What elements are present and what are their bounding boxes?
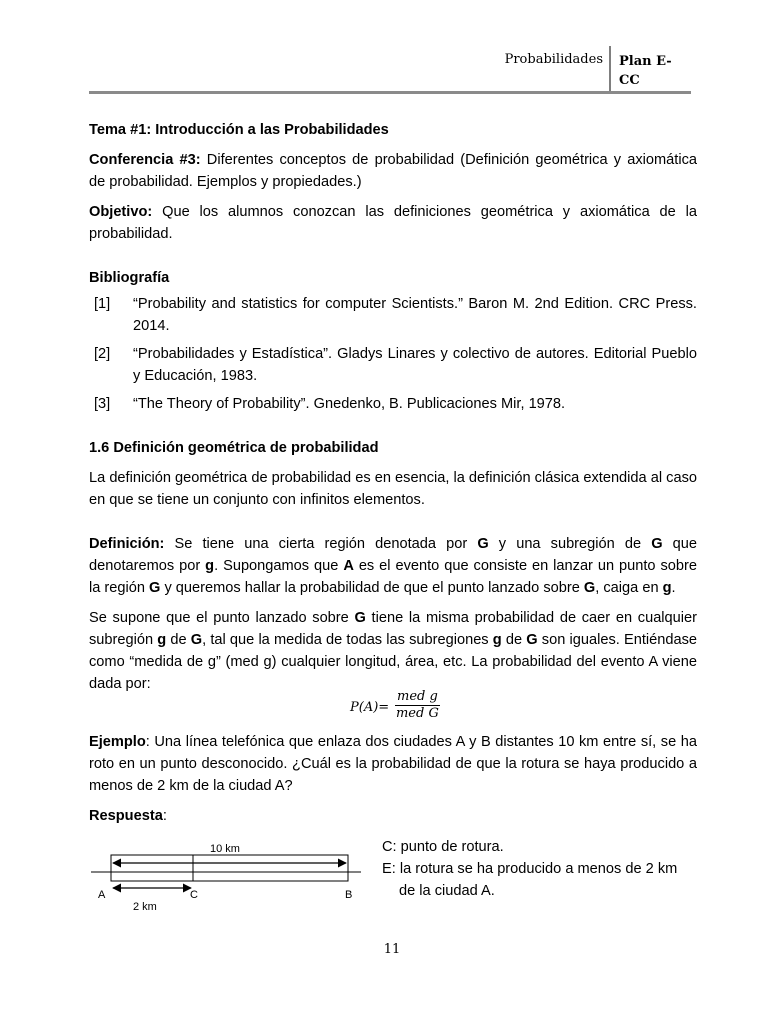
c-definition: C: punto de rotura. xyxy=(382,839,504,855)
header-title: Probabilidades xyxy=(504,52,603,67)
section-heading: 1.6 Definición geométrica de probabilidad xyxy=(89,440,379,456)
supone-paragraph: Se supone que el punto lanzado sobre G tiene la misma probabilidad de caer en cualquier subregión g de G, tal que la medida de todas las subregiones g de G son iguales. Entiéndase como “medida de g” (med g) cualquier longitud, área, etc. La probabilidad del evento A viene dada por: xyxy=(89,610,698,692)
formula-fraction xyxy=(395,689,440,722)
conferencia-paragraph xyxy=(89,149,697,193)
point-a-label: A xyxy=(98,889,106,901)
two-km-label: 2 km xyxy=(133,901,157,913)
e-definition-line2: de la ciudad A. xyxy=(399,883,495,899)
header-separator xyxy=(609,46,611,93)
bibliografia-heading: Bibliografía xyxy=(89,270,170,286)
answer-area xyxy=(89,833,697,913)
respuesta-heading: Respuesta: xyxy=(89,808,167,824)
bib-item: [1] “Probability and statistics for computer Scientists.” Baron M. 2nd Edition. CRC Press. 2014. xyxy=(94,296,697,334)
formula-numerator: med g xyxy=(397,689,438,704)
definicion-paragraph: Definición: Se tiene una cierta región denotada por G y una subregión de G que denotaremos por g. Supongamos que A es el evento que consiste en lanzar un punto sobre la región G y queremos hallar la probabilidad de que el punto lanzado sobre G, caiga en g. xyxy=(89,536,698,596)
page-content xyxy=(89,119,697,913)
page-number: 11 xyxy=(383,942,401,957)
objetivo-paragraph xyxy=(89,201,697,245)
bib-item: [2] “Probabilidades y Estadística”. Gladys Linares y colectivo de autores. Editorial Pueblo y Educación, 1983. xyxy=(94,346,697,384)
conferencia-text: Diferentes conceptos de probabilidad (Definición geométrica y axiomática de probabilidad. Ejemplos y propiedades.) xyxy=(89,152,697,190)
ejemplo-paragraph: Ejemplo: Una línea telefónica que enlaza dos ciudades A y B distantes 10 km entre sí, se ha roto en un punto desconocido. ¿Cuál es la probabilidad de que la rotura se haya producido a menos de 2 km de la ciudad A? xyxy=(89,734,697,794)
tema-heading: Tema #1: Introducción a las Probabilidades xyxy=(89,122,389,138)
section-intro: La definición geométrica de probabilidad es en esencia, la definición clásica extendida al caso en que se tiene un conjunto con infinitos elementos. xyxy=(89,470,697,508)
bib-item: [3] “The Theory of Probability”. Gnedenko, B. Publicaciones Mir, 1978. xyxy=(94,396,566,412)
formula-denominator: med G xyxy=(395,706,439,721)
header-plan: Plan E-CC xyxy=(619,54,672,88)
header-rule xyxy=(89,91,691,94)
probability-formula xyxy=(89,689,697,731)
line-segment-diagram xyxy=(89,833,365,913)
conferencia-label: Conferencia #3: xyxy=(89,152,201,168)
answer-legend xyxy=(382,836,702,902)
segment-box xyxy=(111,855,348,881)
formula-lhs: P(A)= xyxy=(350,700,390,715)
objetivo-text: Que los alumnos conozcan las definiciones geométrica y axiomática de la probabilidad. xyxy=(89,204,697,242)
ten-km-label: 10 km xyxy=(210,843,240,855)
point-b-label: B xyxy=(345,889,353,901)
objetivo-label: Objetivo: xyxy=(89,204,153,220)
e-definition-line1: E: la rotura se ha producido a menos de 2 km xyxy=(382,861,678,877)
point-c-label: C xyxy=(190,889,198,901)
